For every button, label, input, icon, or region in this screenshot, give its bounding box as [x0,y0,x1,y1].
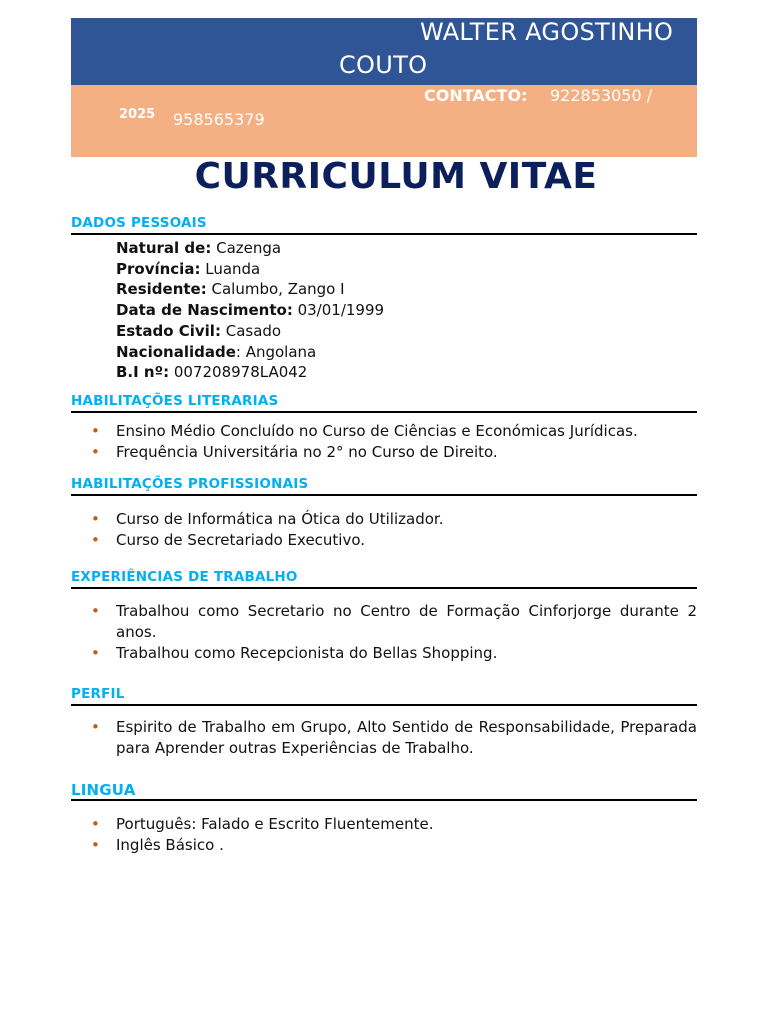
habilitacoes-literarias-list [71,421,697,463]
field-label: Data de Nascimento: [116,301,293,320]
document-title: CURRICULUM VITAE [194,156,598,197]
field-label: Natural de: [116,239,212,257]
list-item: • Frequência Universitária no 2° no Curso de Direito. [71,442,697,463]
section-title-lingua: LINGUA [71,781,697,801]
section-perfil [71,686,697,759]
field-data-nascimento [116,300,697,321]
field-bi [116,362,697,383]
candidate-name-line1: WALTER AGOSTINHO [420,18,674,46]
section-habilitacoes-profissionais [71,476,697,551]
section-title-perfil: PERFIL [71,686,697,706]
field-value: Casado [220,321,282,340]
field-label: Estado Civil: [116,321,221,340]
section-title-experiencias: EXPERIÊNCIAS DE TRABALHO [71,569,697,589]
field-label: B.I nº: [116,363,170,382]
contact-phone-1: 922853050 / [550,86,653,105]
field-natural [116,238,697,259]
list-item: • Ensino Médio Concluído no Curso de Ciências e Económicas Jurídicas. [71,421,697,442]
field-value: Luanda [200,259,261,278]
field-value: Calumbo, Zango I [206,280,345,299]
field-provincia [116,259,697,280]
section-lingua [71,781,697,856]
section-experiencias [71,569,697,664]
field-value: Cazenga [211,239,282,257]
field-label: Província: [116,259,201,278]
list-item: • Espirito de Trabalho em Grupo, Alto Sentido de Responsabilidade, Preparada para Aprender outras Experiências de Trabalho. [71,717,697,759]
field-value: : Angolana [235,342,317,361]
lingua-list [71,814,697,856]
list-item: • Trabalhou como Secretario no Centro de Formação Cinforjorge durante 2 anos. [71,601,697,643]
section-title-habilitacoes-profissionais: HABILITAÇÕES PROFISSIONAIS [71,476,697,496]
field-residente [116,279,697,300]
contact-label: CONTACTO: [424,86,528,105]
year-label: 2025 [119,107,156,122]
list-item: • Curso de Secretariado Executivo. [71,530,697,551]
list-item: • Curso de Informática na Ótica do Utilizador. [71,509,697,530]
field-value: 007208978LA042 [169,363,308,382]
field-label: Residente: [116,280,207,299]
habilitacoes-profissionais-list [71,509,697,551]
section-title-habilitacoes-literarias: HABILITAÇÕES LITERARIAS [71,393,697,413]
list-item: • Inglês Básico . [71,835,697,856]
list-item: • Português: Falado e Escrito Fluentemente. [71,814,697,835]
section-dados-pessoais [71,215,697,383]
experiencias-list [71,601,697,664]
contact-phone-2: 958565379 [173,110,265,129]
field-value: 03/01/1999 [292,301,385,320]
section-habilitacoes-literarias [71,393,697,463]
candidate-name-line2: COUTO [339,51,428,79]
personal-fields-list [116,238,697,383]
section-title-dados-pessoais: DADOS PESSOAIS [71,215,697,235]
field-estado-civil [116,321,697,342]
field-label: Nacionalidade [116,342,236,361]
list-item: • Trabalhou como Recepcionista do Bellas Shopping. [71,643,697,664]
perfil-list [71,717,697,759]
field-nacionalidade [116,342,697,363]
